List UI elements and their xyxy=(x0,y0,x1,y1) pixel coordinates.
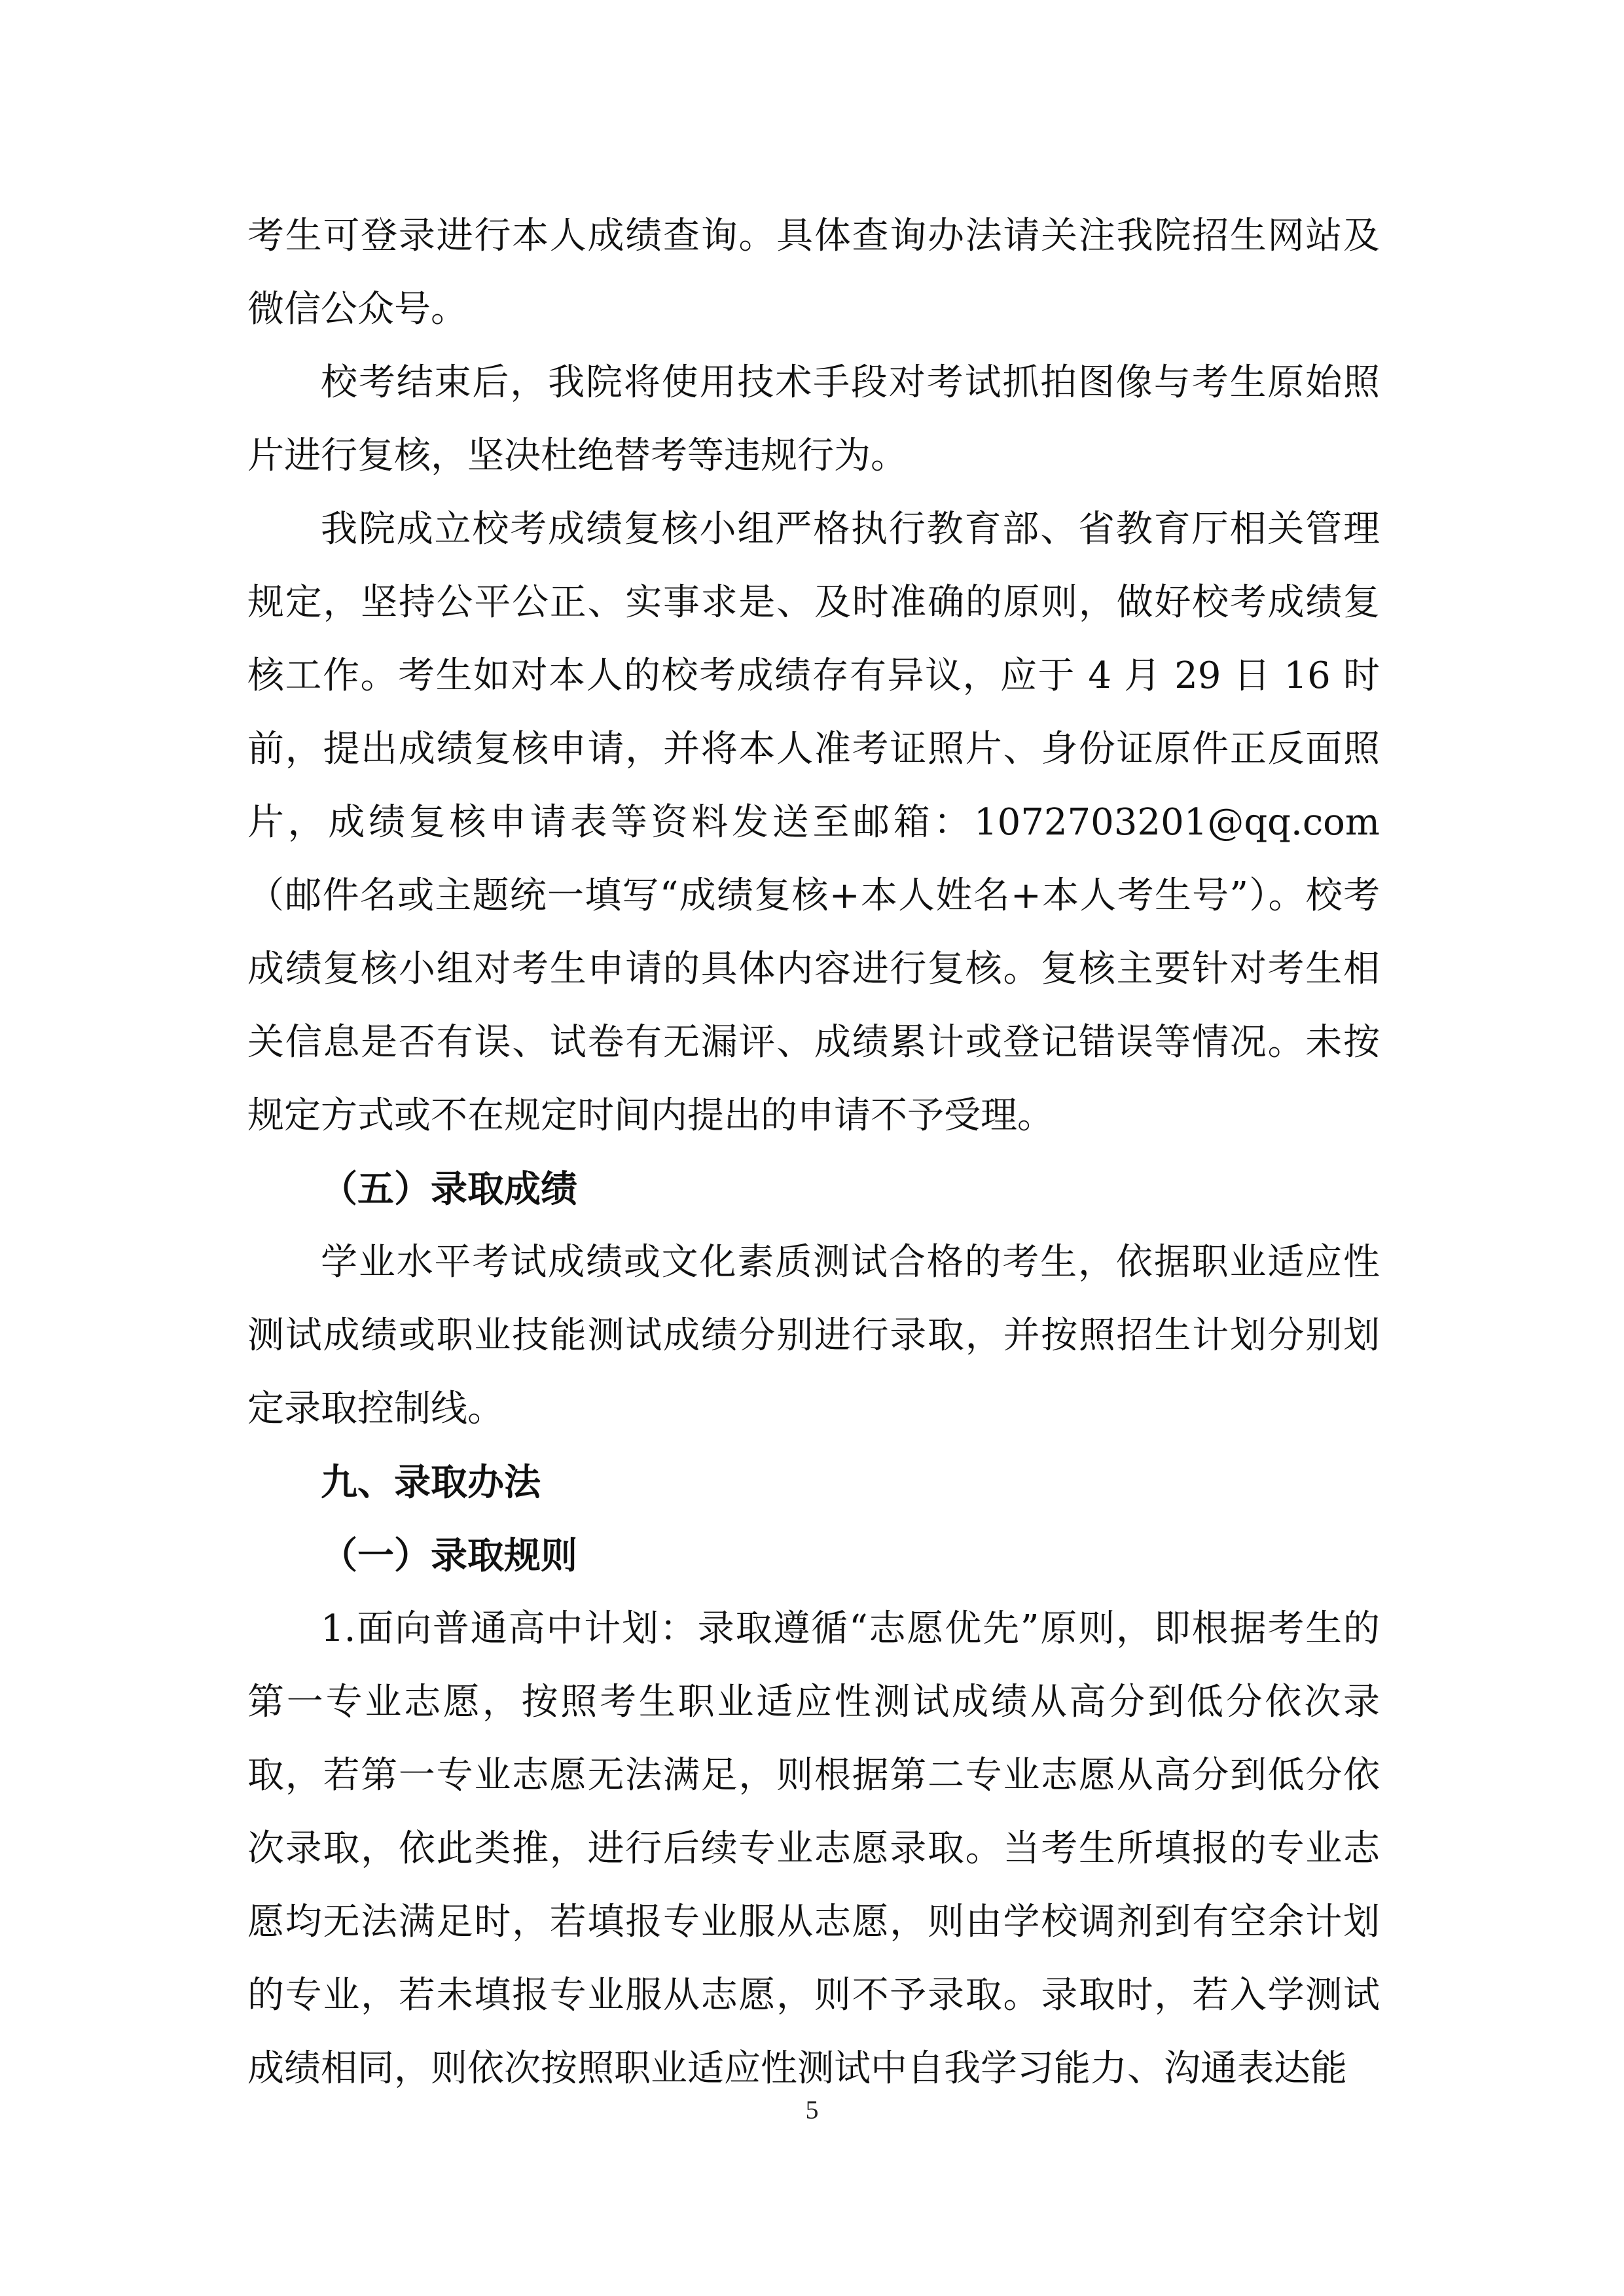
paragraph-score-review: 我院成立校考成绩复核小组严格执行教育部、省教育厅相关管理规定，坚持公平公正、实事求是、及时准确的原则，做好校考成绩复核工作。考生如对本人的校考成绩存有异议，应于 4 月 29 日 16 时前，提出成绩复核申请，并将本人准考证照片、身份证原件正反面照片，成绩复核申请表等资料发送至邮箱：1072703201@qq.com（邮件名或主题统一填写“成绩复核+本人姓名+本人考生号”）。校考成绩复核小组对考生申请的具体内容进行复核。复核主要针对考生相关信息是否有误、试卷有无漏评、成绩累计或登记错误等情况。未按规定方式或不在规定时间内提出的申请不予受理。 xyxy=(247,508,1380,1137)
paragraph-score-inquiry: 考生可登录进行本人成绩查询。具体查询办法请关注我院招生网站及微信公众号。 xyxy=(247,215,1380,331)
page-number: 5 xyxy=(805,2095,819,2125)
paragraph-admission-score: 学业水平考试成绩或文化素质测试合格的考生，依据职业适应性测试成绩或职业技能测试成绩分别进行录取，并按照招生计划分别划定录取控制线。 xyxy=(247,1241,1380,1430)
document-body xyxy=(247,200,1380,2106)
heading-admission-score: （五）录取成绩 xyxy=(321,1168,577,1211)
heading-admission-method: 九、录取办法 xyxy=(321,1461,541,1504)
paragraph-photo-review: 校考结束后，我院将使用技术手段对考试抓拍图像与考生原始照片进行复核，坚决杜绝替考等违规行为。 xyxy=(247,361,1380,477)
heading-admission-rules: （一）录取规则 xyxy=(321,1534,577,1577)
paragraph-general-highschool-plan: 1.面向普通高中计划：录取遵循“志愿优先”原则，即根据考生的第一专业志愿，按照考生职业适应性测试成绩从高分到低分依次录取，若第一专业志愿无法满足，则根据第二专业志愿从高分到低分依次录取，依此类推，进行后续专业志愿录取。当考生所填报的专业志愿均无法满足时，若填报专业服从志愿，则由学校调剂到有空余计划的专业，若未填报专业服从志愿，则不予录取。录取时，若入学测试成绩相同，则依次按照职业适应性测试中自我学习能力、沟通表达能 xyxy=(247,1607,1380,2090)
